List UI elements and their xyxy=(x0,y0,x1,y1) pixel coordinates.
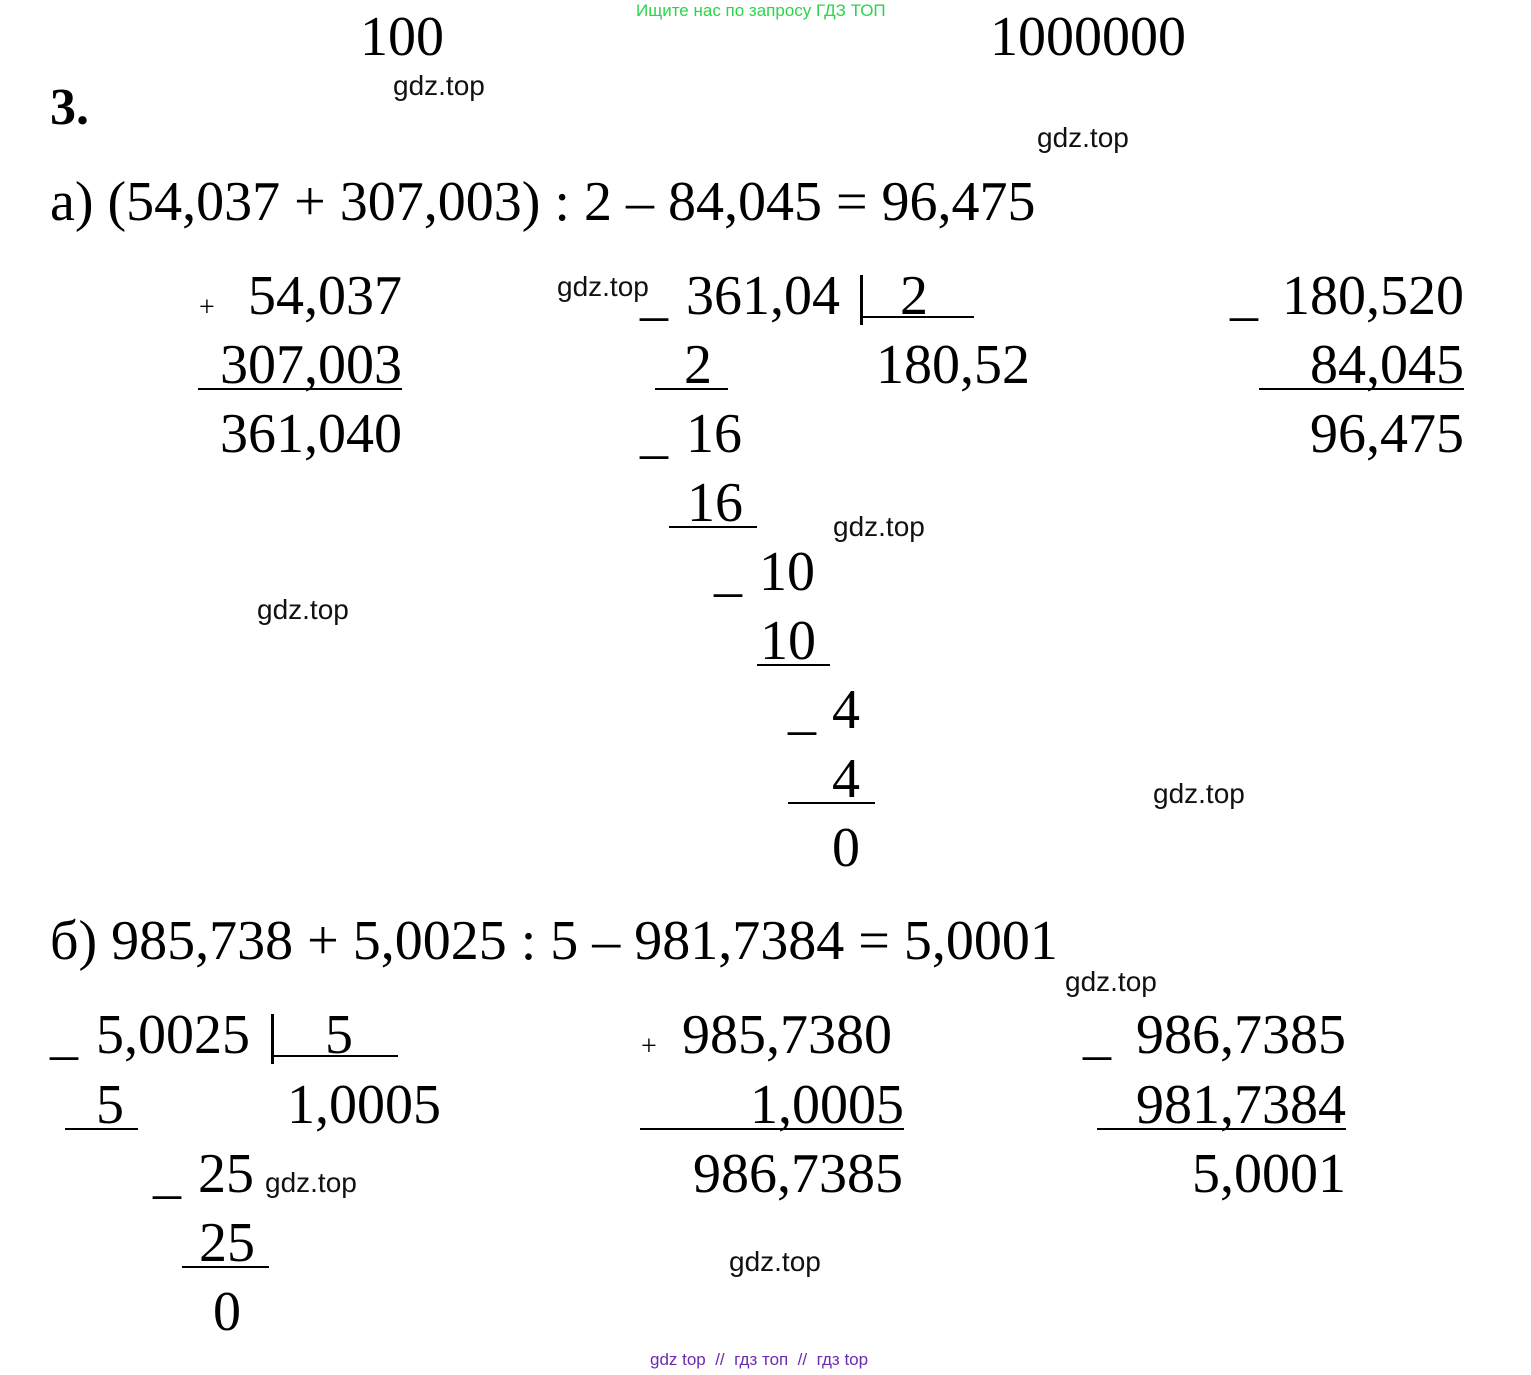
final-remainder: 0 xyxy=(832,817,860,879)
watermark: gdz.top xyxy=(257,594,349,625)
cut-number-left-text: 100 xyxy=(360,6,444,68)
minus-sign: _ xyxy=(50,1004,78,1066)
minuend: 986,7385 xyxy=(1136,1004,1346,1066)
subtrahend-step1 xyxy=(655,334,728,396)
subtrahend-step1 xyxy=(65,1074,138,1136)
minus-sign: _ xyxy=(1230,265,1258,327)
subtrahend-step1-text: 2 xyxy=(684,334,712,396)
subtrahend-step1-text: 5 xyxy=(96,1074,124,1136)
watermark: gdz.top xyxy=(1065,966,1157,997)
sum-result: 986,7385 xyxy=(693,1143,903,1205)
subtrahend-step2-text: 25 xyxy=(199,1212,255,1274)
subtrahend-step3-text: 10 xyxy=(760,610,816,672)
remainder-step1: 25 xyxy=(198,1143,254,1205)
addend-bottom: 1,0005 xyxy=(640,1077,904,1130)
minus-sign: _ xyxy=(153,1143,181,1205)
subtrahend: 84,045 xyxy=(1259,337,1464,390)
subtrahend: 981,7384 xyxy=(1097,1077,1346,1130)
quotient: 180,52 xyxy=(876,334,1030,396)
difference-result: 5,0001 xyxy=(1192,1143,1346,1205)
remainder-step2: 10 xyxy=(759,541,815,603)
sum-result: 361,040 xyxy=(220,403,402,465)
remainder-step1: 16 xyxy=(686,403,742,465)
subtrahend-step2 xyxy=(182,1212,269,1274)
watermark: gdz.top xyxy=(393,70,485,101)
difference-result: 96,475 xyxy=(1310,403,1464,465)
addend-bottom: 307,003 xyxy=(198,337,402,390)
divisor: 5 xyxy=(325,1004,353,1066)
dividend: 5,0025 xyxy=(96,1004,250,1066)
plus-sign: + xyxy=(641,1031,657,1062)
final-remainder: 0 xyxy=(213,1281,241,1343)
watermark: gdz.top xyxy=(1037,122,1129,153)
part-a-equation: а) (54,037 + 307,003) : 2 – 84,045 = 96,475 xyxy=(50,171,1036,233)
cut-number-right-text: 1000000 xyxy=(990,6,1186,68)
minus-sign: _ xyxy=(1083,1004,1111,1066)
task-number: 3. xyxy=(50,79,89,136)
subtrahend-step4 xyxy=(788,748,875,810)
subtrahend-step4-text: 4 xyxy=(832,748,860,810)
subtrahend-step2-text: 16 xyxy=(687,472,743,534)
cut-number-left xyxy=(360,0,460,68)
watermark: gdz.top xyxy=(833,511,925,542)
minus-sign: _ xyxy=(714,541,742,603)
watermark: gdz.top xyxy=(557,271,649,302)
addend-top: 985,7380 xyxy=(682,1004,892,1066)
minuend: 180,520 xyxy=(1282,265,1464,327)
watermark: gdz.top xyxy=(729,1246,821,1277)
minus-sign: _ xyxy=(640,403,668,465)
watermark: gdz.top xyxy=(265,1167,357,1198)
minus-sign: _ xyxy=(788,679,816,741)
watermark: gdz.top xyxy=(1153,778,1245,809)
remainder-step3: 4 xyxy=(832,679,860,741)
plus-sign: + xyxy=(199,292,215,323)
dividend: 361,04 xyxy=(686,265,840,327)
footer-links: gdz top // гдз топ // гдз top xyxy=(650,1350,869,1369)
part-b-equation: б) 985,738 + 5,0025 : 5 – 981,7384 = 5,0001 xyxy=(50,910,1058,972)
subtrahend-step2 xyxy=(669,472,757,534)
search-banner: Ищите нас по запросу ГДЗ ТОП xyxy=(636,1,886,20)
quotient: 1,0005 xyxy=(287,1074,441,1136)
divisor: 2 xyxy=(900,265,928,327)
minus-sign: _ xyxy=(640,265,668,327)
addend-top: 54,037 xyxy=(248,265,402,327)
subtrahend-step3 xyxy=(757,610,830,672)
cut-number-right xyxy=(990,0,1186,68)
